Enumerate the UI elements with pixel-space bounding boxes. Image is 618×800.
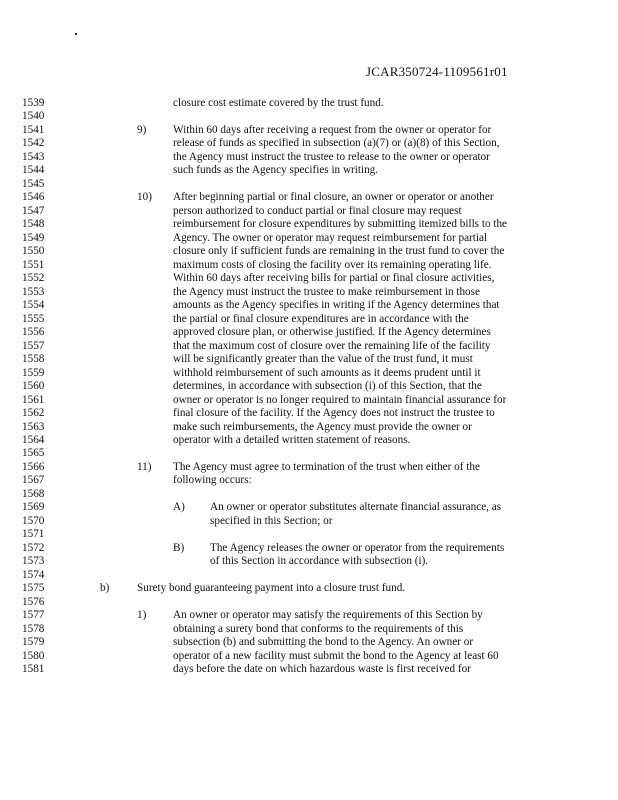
line-text: obtaining a surety bond that conforms to the requirements of this bbox=[173, 622, 464, 635]
document-line bbox=[0, 367, 618, 380]
line-text: operator with a detailed written statement of reasons. bbox=[173, 434, 411, 446]
line-text: Agency. The owner or operator may request reimbursement for partial bbox=[173, 231, 488, 244]
line-text: maximum costs of closing the facility over its remaining operating life. bbox=[173, 258, 492, 271]
document-line bbox=[0, 151, 618, 164]
document-line bbox=[0, 636, 618, 649]
line-number: 1564 bbox=[22, 434, 45, 446]
line-number: 1567 bbox=[22, 474, 45, 487]
document-line bbox=[0, 474, 618, 487]
document-line bbox=[0, 407, 618, 420]
line-number: 1556 bbox=[22, 326, 45, 339]
line-number: 1577 bbox=[22, 609, 45, 622]
document-line bbox=[0, 596, 618, 609]
line-text: final closure of the facility. If the Agency does not instruct the trustee to bbox=[173, 407, 495, 420]
document-line bbox=[0, 205, 618, 218]
line-text: An owner or operator may satisfy the requirements of this Section by bbox=[173, 609, 483, 622]
line-number: 1543 bbox=[22, 150, 45, 163]
line-number: 1548 bbox=[22, 218, 45, 231]
line-text: Surety bond guaranteeing payment into a closure trust fund. bbox=[137, 582, 406, 595]
line-number: 1570 bbox=[22, 514, 45, 527]
document-line bbox=[0, 663, 618, 676]
document-line bbox=[0, 528, 618, 541]
document-line bbox=[0, 501, 618, 514]
line-text: closure cost estimate covered by the trust fund. bbox=[173, 97, 384, 109]
line-text: determines, in accordance with subsection (i) of this Section, that the bbox=[173, 380, 482, 393]
line-number: 1552 bbox=[22, 272, 45, 285]
line-number: 1559 bbox=[22, 366, 45, 379]
line-text: Within 60 days after receiving bills for partial or final closure activities, bbox=[173, 272, 495, 285]
line-number: 1581 bbox=[22, 663, 45, 676]
document-line bbox=[0, 232, 618, 245]
document-line bbox=[0, 488, 618, 501]
subsection-label: 1) bbox=[137, 609, 147, 622]
line-number: 1554 bbox=[22, 299, 45, 312]
document-line bbox=[0, 272, 618, 285]
line-number: 1546 bbox=[22, 191, 45, 204]
line-text: that the maximum cost of closure over the remaining life of the facility bbox=[173, 339, 491, 352]
line-text: The Agency releases the owner or operator from the requirements bbox=[210, 541, 505, 554]
line-number: 1553 bbox=[22, 285, 45, 298]
line-number: 1542 bbox=[22, 137, 45, 150]
line-text: withhold reimbursement of such amounts as it deems prudent until it bbox=[173, 366, 481, 379]
line-number: 1544 bbox=[22, 164, 45, 177]
line-text: specified in this Section; or bbox=[210, 514, 333, 527]
document-line bbox=[0, 353, 618, 366]
line-number: 1549 bbox=[22, 231, 45, 244]
document-line bbox=[0, 299, 618, 312]
document-code: JCAR350724-1109561r01 bbox=[366, 64, 508, 79]
line-text: Within 60 days after receiving a request from the owner or operator for bbox=[173, 123, 492, 136]
line-number: 1555 bbox=[22, 312, 45, 325]
line-number: 1566 bbox=[22, 460, 45, 473]
line-text: person authorized to conduct partial or final closure may request bbox=[173, 204, 462, 217]
subsection-label: 11) bbox=[137, 460, 152, 473]
line-text: of this Section in accordance with subsection (i). bbox=[210, 555, 429, 568]
document-line bbox=[0, 218, 618, 231]
line-number: 1574 bbox=[22, 568, 45, 581]
line-text: reimbursement for closure expenditures by submitting itemized bills to the bbox=[173, 218, 507, 231]
document-line bbox=[0, 313, 618, 326]
line-text: owner or operator is no longer required to maintain financial assurance for bbox=[173, 393, 507, 406]
line-number: 1576 bbox=[22, 595, 45, 608]
document-line bbox=[0, 623, 618, 636]
line-number: 1580 bbox=[22, 649, 45, 662]
subsection-label: b) bbox=[100, 582, 110, 595]
line-number: 1547 bbox=[22, 204, 45, 217]
document-line bbox=[0, 555, 618, 568]
document-line bbox=[0, 434, 618, 447]
line-text: the Agency must instruct the trustee to make reimbursement in those bbox=[173, 285, 480, 298]
line-number: 1539 bbox=[22, 97, 45, 109]
line-number: 1572 bbox=[22, 541, 45, 554]
document-line bbox=[0, 286, 618, 299]
line-number: 1545 bbox=[22, 177, 45, 190]
line-number: 1558 bbox=[22, 353, 45, 366]
document-line bbox=[0, 569, 618, 582]
document-line bbox=[0, 164, 618, 177]
document-line bbox=[0, 650, 618, 663]
line-text: operator of a new facility must submit the bond to the Agency at least 60 bbox=[173, 649, 499, 662]
line-text: the partial or final closure expenditures are in accordance with the bbox=[173, 312, 469, 325]
document-line bbox=[0, 380, 618, 393]
document-line bbox=[0, 97, 618, 110]
subsection-label: A) bbox=[173, 501, 185, 514]
line-number: 1551 bbox=[22, 258, 45, 271]
document-line bbox=[0, 124, 618, 137]
line-text: will be significantly greater than the value of the trust fund, it must bbox=[173, 353, 473, 366]
line-number: 1562 bbox=[22, 407, 45, 420]
line-number: 1571 bbox=[22, 528, 45, 541]
line-text: subsection (b) and submitting the bond to the Agency. An owner or bbox=[173, 636, 474, 649]
line-number: 1575 bbox=[22, 582, 45, 595]
line-number: 1579 bbox=[22, 636, 45, 649]
line-number: 1573 bbox=[22, 555, 45, 568]
document-line bbox=[0, 542, 618, 555]
document-line bbox=[0, 340, 618, 353]
line-text: An owner or operator substitutes alternate financial assurance, as bbox=[210, 501, 502, 514]
document-line bbox=[0, 609, 618, 622]
line-number: 1561 bbox=[22, 393, 45, 406]
line-number: 1550 bbox=[22, 245, 45, 258]
line-number: 1557 bbox=[22, 339, 45, 352]
line-text: make such reimbursements, the Agency must provide the owner or bbox=[173, 420, 472, 433]
line-text: approved closure plan, or otherwise justified. If the Agency determines bbox=[173, 326, 491, 339]
line-number: 1563 bbox=[22, 420, 45, 433]
document-line bbox=[0, 245, 618, 258]
line-number: 1560 bbox=[22, 380, 45, 393]
line-text: After beginning partial or final closure, an owner or operator or another bbox=[173, 191, 494, 204]
line-text: the Agency must instruct the trustee to release to the owner or operator bbox=[173, 150, 490, 163]
line-number: 1565 bbox=[22, 447, 45, 460]
document-line bbox=[0, 137, 618, 150]
document-line bbox=[0, 394, 618, 407]
document-line bbox=[0, 178, 618, 191]
line-text: such funds as the Agency specifies in writing. bbox=[173, 164, 379, 177]
scan-speck bbox=[75, 33, 77, 35]
line-text: The Agency must agree to termination of the trust when either of the bbox=[173, 460, 480, 473]
document-line bbox=[0, 461, 618, 474]
document-line bbox=[0, 259, 618, 272]
line-number: 1569 bbox=[22, 501, 45, 514]
line-number: 1540 bbox=[22, 110, 45, 123]
document-line bbox=[0, 191, 618, 204]
line-text: amounts as the Agency specifies in writing if the Agency determines that bbox=[173, 299, 500, 312]
line-number: 1541 bbox=[22, 123, 45, 136]
line-text: closure only if sufficient funds are remaining in the trust fund to cover the bbox=[173, 245, 505, 258]
line-text: following occurs: bbox=[173, 474, 252, 487]
subsection-label: B) bbox=[173, 541, 185, 554]
document-line bbox=[0, 447, 618, 460]
document-line bbox=[0, 421, 618, 434]
line-text: days before the date on which hazardous waste is first received for bbox=[173, 663, 471, 676]
line-text: release of funds as specified in subsection (a)(7) or (a)(8) of this Section, bbox=[173, 137, 500, 150]
document-line bbox=[0, 110, 618, 123]
line-number: 1568 bbox=[22, 487, 45, 500]
subsection-label: 9) bbox=[137, 123, 147, 136]
document-line bbox=[0, 582, 618, 595]
line-number: 1578 bbox=[22, 622, 45, 635]
document-line bbox=[0, 515, 618, 528]
subsection-label: 10) bbox=[137, 191, 152, 204]
document-line bbox=[0, 326, 618, 339]
